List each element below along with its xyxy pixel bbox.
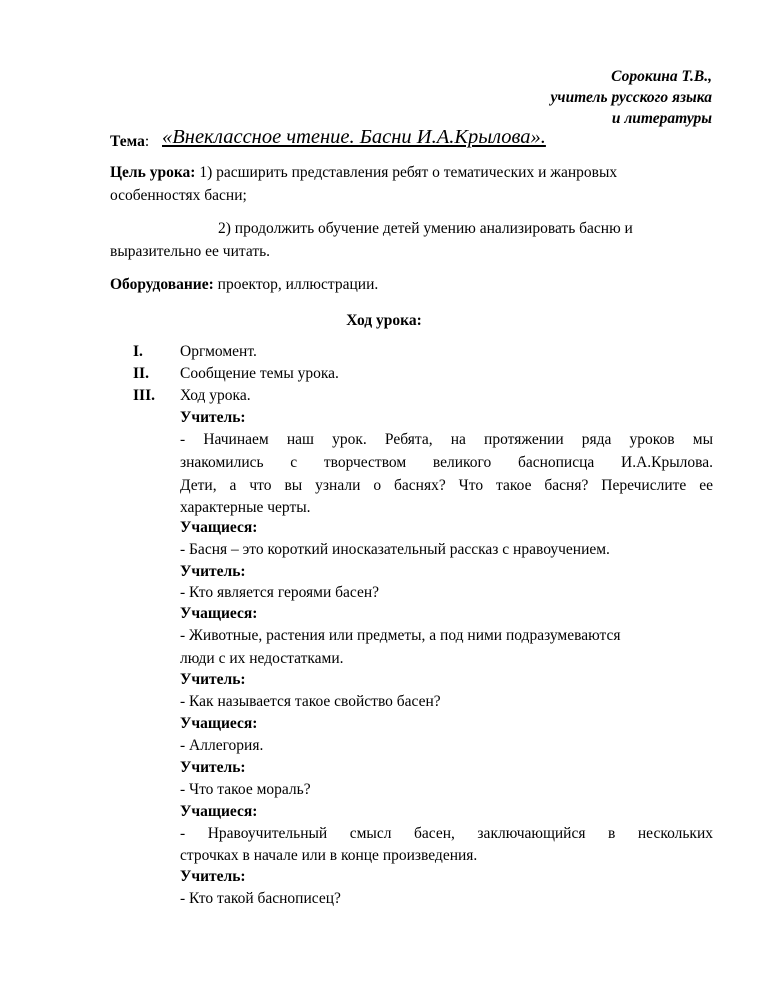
goal-line2: особенностях басни;: [110, 187, 247, 204]
speaker-students: Учащиеся:: [180, 605, 258, 622]
students-line: строчках в начале или в конце произведения.: [180, 847, 478, 864]
students-line: - Аллегория.: [180, 737, 264, 754]
goal-line3: 2) продолжить обучение детей умению анализировать басню и: [218, 220, 633, 237]
plan-item-1: Оргмомент.: [180, 343, 257, 360]
equipment-text: проектор, иллюстрации.: [213, 276, 379, 293]
speaker-teacher: Учитель:: [180, 409, 246, 426]
speaker-teacher: Учитель:: [180, 671, 246, 688]
author-role-line1: учитель русского языка: [550, 89, 712, 106]
students-line: - Нравоучительный смысл басен, заключающийся в нескольких: [180, 825, 713, 842]
topic-title: «Внеклассное чтение. Басни И.А.Крылова».: [162, 126, 546, 148]
goal-line4: выразительно ее читать.: [110, 243, 271, 260]
plan-num-1: I.: [133, 343, 143, 360]
plan-num-2: II.: [133, 365, 149, 382]
teacher-line: - Начинаем наш урок. Ребята, на протяжении ряда уроков мы: [180, 431, 713, 448]
teacher-line: - Кто такой баснописец?: [180, 890, 341, 907]
teacher-line: - Что такое мораль?: [180, 781, 311, 798]
equipment-label: Оборудование:: [110, 276, 214, 293]
students-line: - Басня – это короткий иносказательный рассказ с нравоучением.: [180, 541, 610, 558]
equipment-line: [110, 276, 378, 294]
teacher-line: Дети, а что вы узнали о баснях? Что такое басня? Перечислите ее: [180, 477, 713, 494]
goal-line1: [110, 164, 617, 182]
goal-text-1: 1) расширить представления ребят о тематических и жанровых: [195, 164, 618, 181]
topic-label: Тема: [110, 133, 145, 150]
speaker-teacher: Учитель:: [180, 563, 246, 580]
teacher-line: характерные черты.: [180, 499, 311, 516]
teacher-line: - Как называется такое свойство басен?: [180, 693, 441, 710]
speaker-teacher: Учитель:: [180, 868, 246, 885]
teacher-line: - Кто является героями басен?: [180, 584, 380, 601]
plan-item-3: Ход урока.: [180, 387, 251, 404]
plan-num-3: III.: [133, 387, 155, 404]
speaker-students: Учащиеся:: [180, 519, 258, 536]
plan-item-2: Сообщение темы урока.: [180, 365, 339, 382]
speaker-students: Учащиеся:: [180, 715, 258, 732]
students-line: - Животные, растения или предметы, а под ними подразумеваются: [180, 627, 621, 644]
speaker-teacher: Учитель:: [180, 759, 246, 776]
teacher-line: знакомились с творчеством великого баснописца И.А.Крылова.: [180, 454, 713, 471]
lesson-heading: Ход урока:: [346, 312, 422, 329]
author-role-line2: и литературы: [611, 110, 712, 127]
students-line: люди с их недостатками.: [180, 650, 344, 667]
topic-colon: :: [144, 133, 150, 150]
goal-label: Цель урока:: [110, 164, 196, 181]
author-name: Сорокина Т.В.,: [611, 68, 712, 85]
topic-line: [110, 133, 149, 151]
speaker-students: Учащиеся:: [180, 803, 258, 820]
